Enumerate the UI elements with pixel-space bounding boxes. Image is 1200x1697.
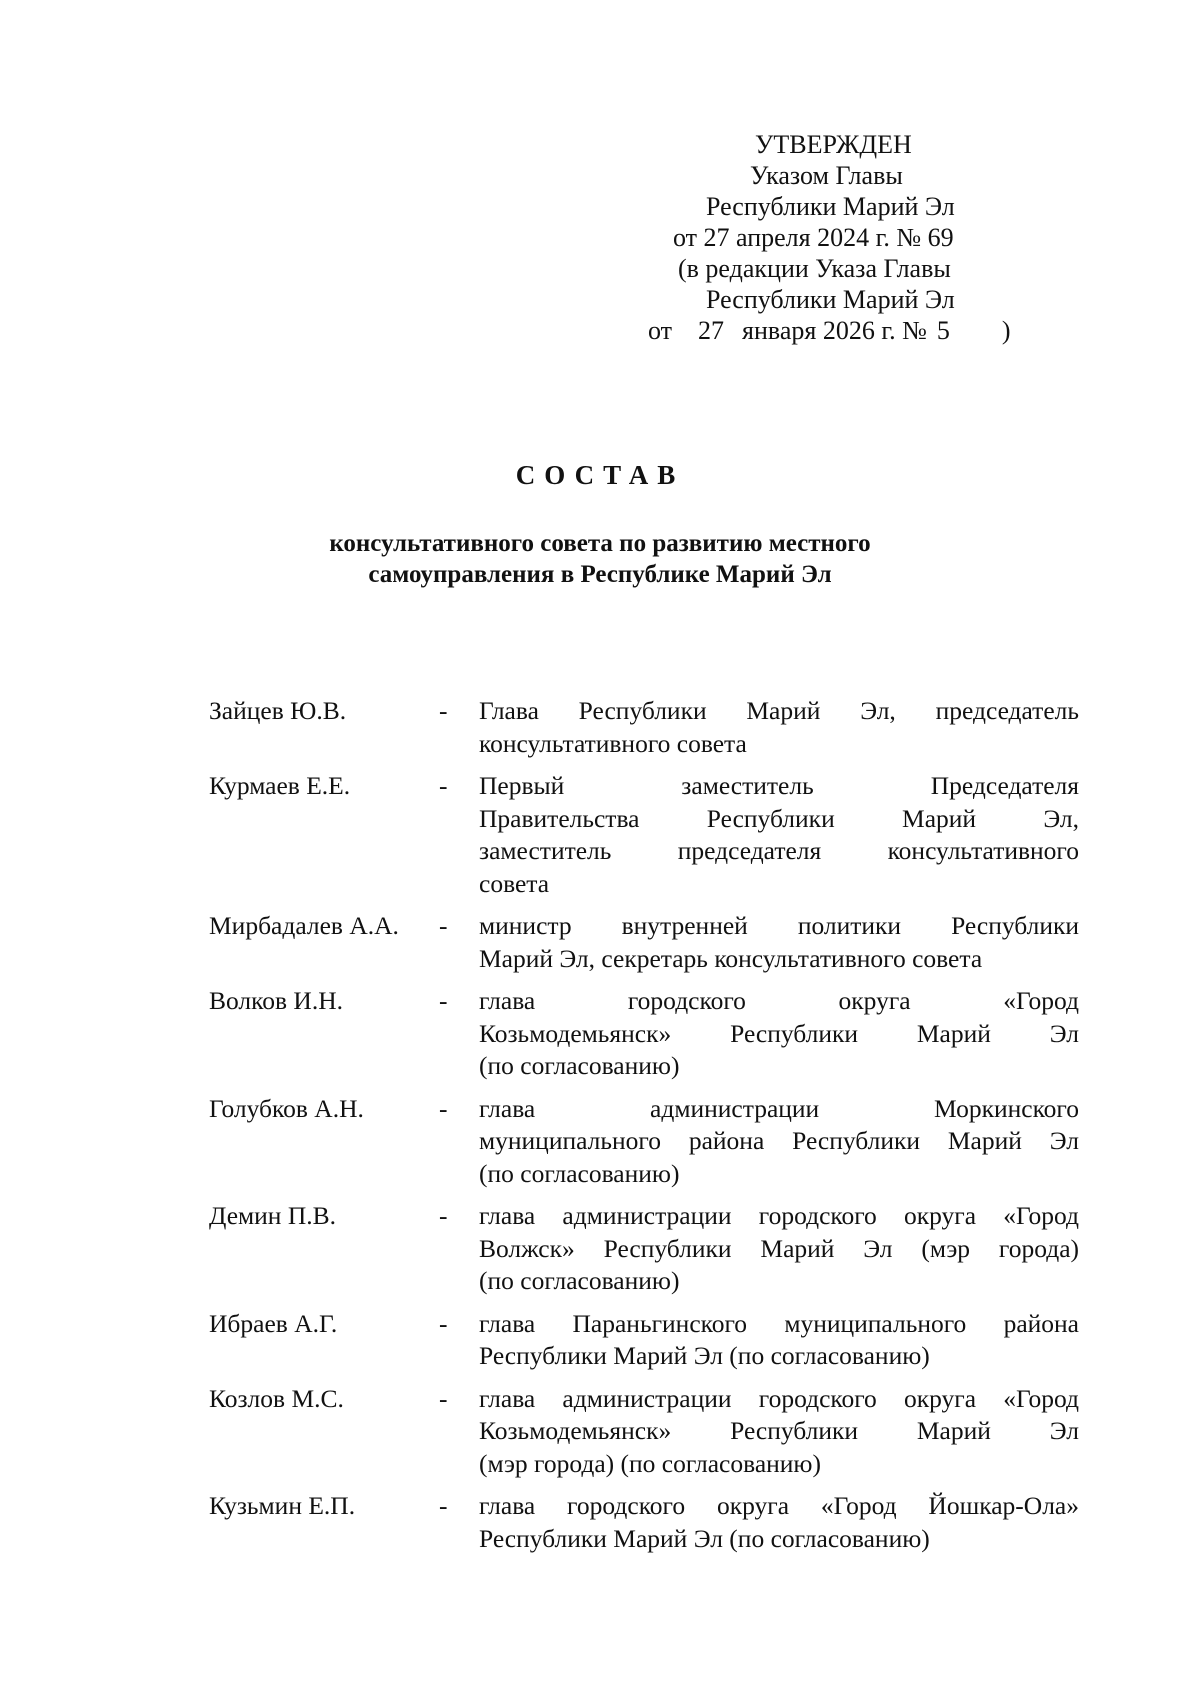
member-name: Козлов М.С. bbox=[209, 1383, 344, 1413]
approval-date-original: от 27 апреля 2024 г. № 69 bbox=[673, 223, 954, 252]
member-dash: - bbox=[439, 1308, 448, 1338]
member-position bbox=[479, 910, 1079, 975]
member-position-line: глава Параньгинского муниципального района bbox=[479, 1308, 1079, 1338]
subtitle-line: самоуправления в Республике Марий Эл bbox=[368, 561, 832, 588]
member-row bbox=[209, 910, 1079, 975]
member-position-line: консультативного совета bbox=[479, 728, 747, 758]
document-title: СОСТАВ bbox=[515, 460, 685, 490]
approval-revision-date bbox=[648, 316, 1011, 346]
member-dash: - bbox=[439, 1491, 448, 1520]
member-position-line: глава администрации городского округа «Город bbox=[479, 1201, 1079, 1230]
member-row bbox=[209, 1490, 1079, 1555]
member-name: Мирбадалев А.А. bbox=[209, 911, 399, 940]
date-close-paren: ) bbox=[1001, 316, 1011, 345]
member-position-line: Правительства Республики Марий Эл, bbox=[479, 803, 1079, 833]
member-position-line: заместитель председателя консультативного bbox=[479, 836, 1079, 865]
member-dash: - bbox=[439, 986, 448, 1015]
member-name: Кузьмин Е.П. bbox=[209, 1491, 356, 1520]
member-position-line: (по согласованию) bbox=[479, 1051, 680, 1080]
member-position-line: Республики Марий Эл (по согласованию) bbox=[479, 1341, 930, 1370]
member-name: Голубков А.Н. bbox=[209, 1093, 364, 1123]
member-position-line: Республики Марий Эл (по согласованию) bbox=[479, 1523, 930, 1553]
date-day: 27 bbox=[698, 316, 725, 345]
member-position bbox=[479, 770, 1079, 900]
member-position-line: совета bbox=[479, 868, 550, 898]
member-position-line: Первый заместитель Председателя bbox=[479, 771, 1079, 800]
member-position-line: Марий Эл, секретарь консультативного совета bbox=[479, 943, 983, 973]
member-position bbox=[479, 1200, 1079, 1298]
member-position bbox=[479, 1490, 1079, 1555]
member-dash: - bbox=[439, 1093, 448, 1123]
member-position-line: глава администрации городского округа «Город bbox=[479, 1383, 1079, 1413]
member-position-line: Волжск» Республики Марий Эл (мэр города) bbox=[479, 1233, 1079, 1263]
member-row bbox=[209, 1200, 1079, 1298]
member-position bbox=[479, 985, 1079, 1083]
date-prefix: от bbox=[648, 316, 673, 345]
member-row bbox=[209, 985, 1079, 1083]
date-month-year: января 2026 г. № bbox=[742, 316, 927, 345]
member-position bbox=[479, 1308, 1079, 1373]
date-number: 5 bbox=[936, 316, 950, 345]
member-position-line: Глава Республики Марий Эл, председатель bbox=[479, 696, 1079, 725]
member-position-line: (мэр города) (по согласованию) bbox=[479, 1448, 821, 1478]
member-position-line: министр внутренней политики Республики bbox=[479, 911, 1079, 940]
member-dash: - bbox=[439, 911, 448, 940]
document-subtitle bbox=[0, 528, 1200, 590]
member-row bbox=[209, 770, 1079, 900]
member-position-line: Козьмодемьянск» Республики Марий Эл bbox=[479, 1416, 1079, 1445]
member-row bbox=[209, 695, 1079, 760]
member-row bbox=[209, 1093, 1079, 1191]
member-position-line: (по согласованию) bbox=[479, 1158, 680, 1188]
member-name: Волков И.Н. bbox=[209, 986, 343, 1015]
members-list bbox=[209, 695, 1079, 1565]
approval-heading: УТВЕРЖДЕН bbox=[755, 130, 912, 159]
member-name: Зайцев Ю.В. bbox=[209, 696, 347, 725]
member-dash: - bbox=[439, 696, 448, 725]
approval-revision-republic: Республики Марий Эл bbox=[706, 285, 955, 314]
member-position-line: муниципального района Республики Марий Эл bbox=[479, 1126, 1079, 1155]
member-dash: - bbox=[439, 1383, 448, 1413]
member-dash: - bbox=[439, 771, 448, 800]
approval-decree: Указом Главы bbox=[750, 161, 903, 190]
member-row bbox=[209, 1383, 1079, 1481]
member-position-line: глава городского округа «Город Йошкар-Ола» bbox=[479, 1491, 1079, 1520]
approval-revision: (в редакции Указа Главы bbox=[678, 254, 951, 283]
member-name: Курмаев Е.Е. bbox=[209, 771, 351, 800]
member-position-line: (по согласованию) bbox=[479, 1266, 680, 1295]
member-row bbox=[209, 1308, 1079, 1373]
member-position-line: Козьмодемьянск» Республики Марий Эл bbox=[479, 1018, 1079, 1048]
member-position bbox=[479, 695, 1079, 760]
member-position bbox=[479, 1383, 1079, 1481]
member-position-line: глава городского округа «Город bbox=[479, 986, 1079, 1015]
member-dash: - bbox=[439, 1201, 448, 1230]
approval-republic: Республики Марий Эл bbox=[706, 192, 955, 221]
subtitle-line: консультативного совета по развитию местного bbox=[329, 530, 871, 557]
member-position bbox=[479, 1093, 1079, 1191]
member-name: Демин П.В. bbox=[209, 1201, 337, 1230]
member-position-line: глава администрации Моркинского bbox=[479, 1093, 1079, 1123]
member-name: Ибраев А.Г. bbox=[209, 1308, 338, 1338]
